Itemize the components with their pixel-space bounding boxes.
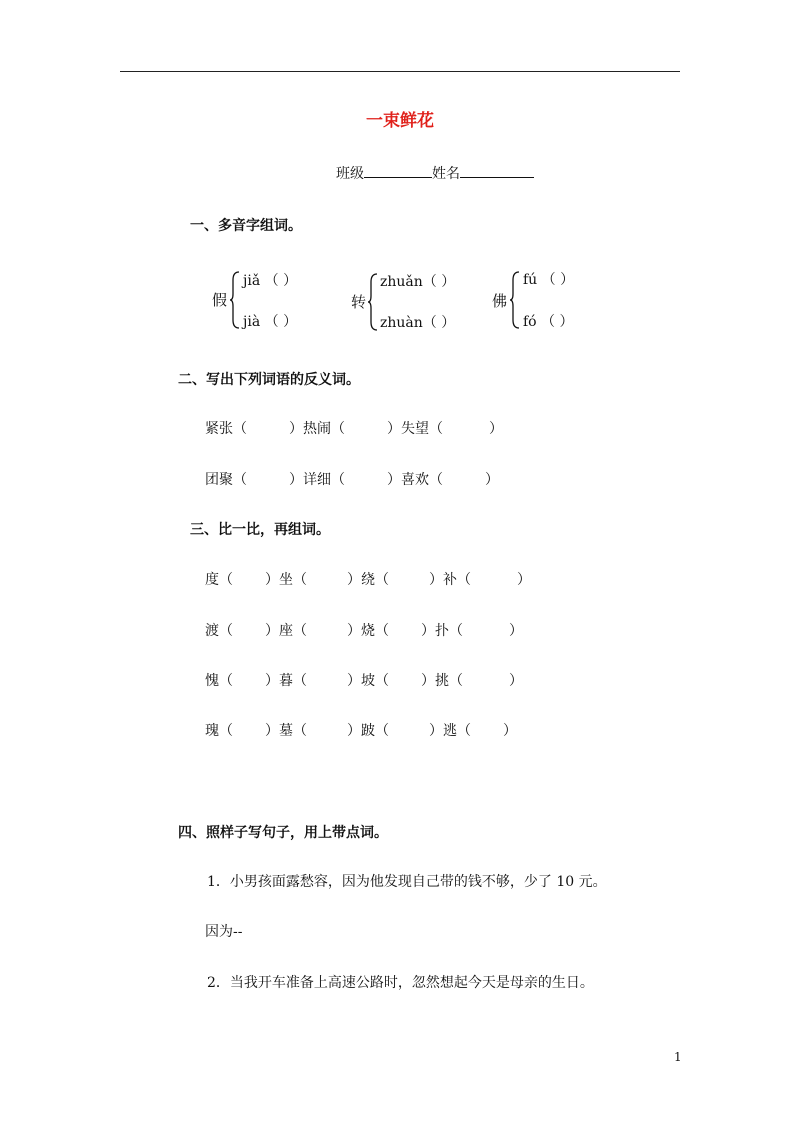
- sentence-example-1: 1．小男孩面露愁容，因为他发现自己带的钱不够，少了 10 元。: [207, 874, 607, 890]
- compare-item: ）: [517, 572, 531, 588]
- polyphone-char-zhuan: 转: [351, 293, 367, 311]
- polyphone-char-jia: 假: [212, 291, 228, 309]
- class-name-line: [336, 163, 534, 183]
- compare-row: [205, 720, 517, 740]
- compare-row: [205, 569, 531, 589]
- polyphone-reading: jiǎ （ ）: [243, 273, 298, 289]
- section3-heading: 三、比一比，再组词。: [190, 522, 330, 538]
- compare-item: ）: [509, 673, 523, 689]
- section4-heading: 四、照样子写句子，用上带点词。: [178, 825, 388, 841]
- compare-item: ）绕（: [347, 572, 389, 588]
- class-label: 班级: [336, 166, 364, 182]
- compare-item: ）逃（: [429, 723, 471, 739]
- header-rule: [120, 71, 680, 72]
- section1-heading: 一、多音字组词。: [190, 218, 302, 234]
- compare-item: ）跛（: [347, 723, 389, 739]
- compare-item: ）墓（: [265, 723, 307, 739]
- compare-item: 愧（: [205, 673, 233, 689]
- compare-item: ）扑（: [421, 623, 463, 639]
- antonym-item: 团聚（: [205, 472, 247, 488]
- name-blank[interactable]: [460, 163, 534, 178]
- section2-heading: 二、写出下列词语的反义词。: [178, 372, 360, 388]
- sentence-example-2: 2．当我开车准备上高速公路时，忽然想起今天是母亲的生日。: [207, 975, 594, 991]
- polyphone-reading: fó （ ）: [523, 314, 574, 330]
- class-blank[interactable]: [364, 163, 432, 178]
- brace-icon: [367, 272, 379, 332]
- polyphone-reading: fú （ ）: [523, 272, 575, 288]
- antonym-item: ）热闹（: [289, 421, 345, 437]
- compare-row: [205, 670, 523, 690]
- compare-item: ）补（: [429, 572, 471, 588]
- page-number: 1: [674, 1050, 682, 1064]
- antonym-item: ）: [489, 421, 503, 437]
- brace-icon: [229, 270, 241, 330]
- brace-icon: [509, 270, 521, 330]
- antonym-item: ）: [485, 472, 499, 488]
- polyphone-char-fo: 佛: [492, 292, 508, 310]
- compare-item: ）座（: [265, 623, 307, 639]
- antonym-item: ）详细（: [289, 472, 345, 488]
- antonym-item: ）失望（: [387, 421, 443, 437]
- name-label: 姓名: [432, 166, 460, 182]
- antonym-row: [205, 469, 499, 489]
- compare-item: ）: [503, 723, 517, 739]
- antonym-item: ）喜欢（: [387, 472, 443, 488]
- compare-row: [205, 620, 523, 640]
- compare-item: ）坐（: [265, 572, 307, 588]
- polyphone-reading: zhuàn（ ）: [380, 315, 456, 331]
- compare-item: ）烧（: [347, 623, 389, 639]
- compare-item: 渡（: [205, 623, 233, 639]
- sentence-answer-1[interactable]: 因为--: [205, 924, 243, 940]
- compare-item: ）坡（: [347, 673, 389, 689]
- polyphone-reading: zhuǎn（ ）: [380, 274, 456, 290]
- compare-item: 瑰（: [205, 723, 233, 739]
- antonym-item: 紧张（: [205, 421, 247, 437]
- compare-item: ）挑（: [421, 673, 463, 689]
- compare-item: ）: [509, 623, 523, 639]
- polyphone-reading: jià （ ）: [243, 314, 298, 330]
- antonym-row: [205, 418, 503, 438]
- compare-item: ）暮（: [265, 673, 307, 689]
- compare-item: 度（: [205, 572, 233, 588]
- page-title: 一束鲜花: [366, 111, 434, 131]
